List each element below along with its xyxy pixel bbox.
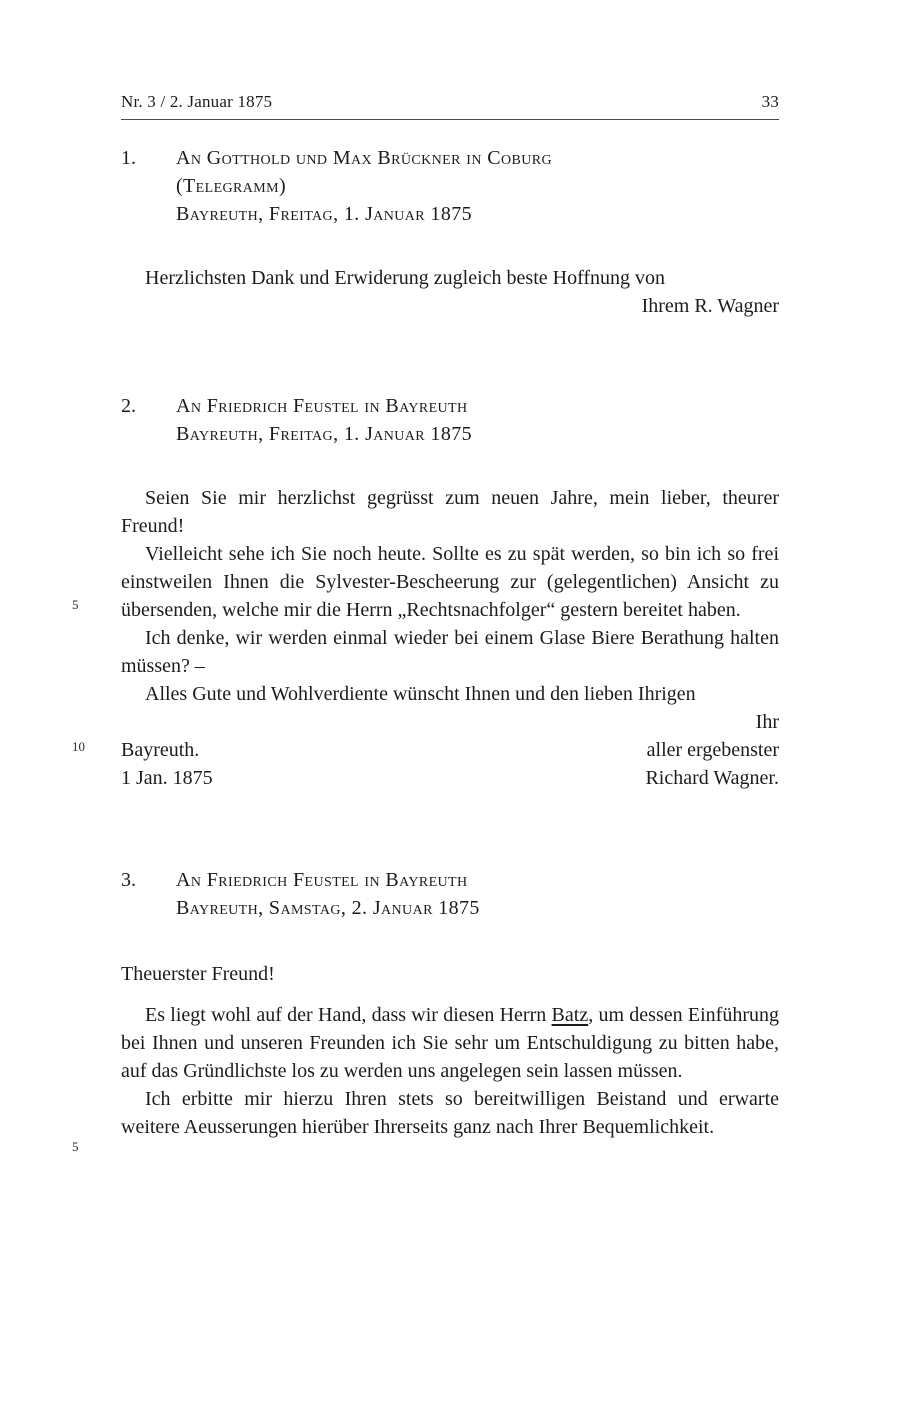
letter-addressee: An Gotthold und Max Brückner in Coburg (176, 147, 552, 169)
letter-body-paragraph: Vielleicht sehe ich Sie noch heute. Sollte es zu spät werden, so bin ich so frei einstweilen Ihnen die Sylvester-Bescheerung zur (gelegentlichen) Ansicht zu übersenden, welche mir die Herrn „Rechtsnachfolger“ gestern bereitet haben. (121, 543, 779, 621)
signature-closing: Ihr (755, 711, 779, 733)
header-rule (121, 119, 779, 120)
signature-place: Bayreuth. (121, 739, 200, 761)
letter-number: 2. (121, 395, 136, 417)
letter-2 (121, 392, 779, 792)
letter-addressee: An Friedrich Feustel in Bayreuth (176, 395, 468, 417)
letter-3 (121, 866, 779, 1141)
paragraph-text-before: Es liegt wohl auf der Hand, dass wir diesen Herrn (145, 1004, 552, 1026)
underlined-name: Batz (551, 1004, 589, 1026)
letter-3-heading (121, 866, 779, 922)
signature-row (121, 708, 779, 736)
running-header-text: Nr. 3 / 2. Januar 1875 (121, 92, 273, 111)
margin-line-number: 10 (72, 739, 85, 754)
letter-body-paragraph: Alles Gute und Wohlverdiente wünscht Ihnen und den lieben Ihrigen (145, 683, 696, 705)
letter-heading-lines (176, 392, 779, 448)
letter-1-heading (121, 144, 779, 228)
paragraph-text-after: , um dessen Einführung bei Ihnen und unseren Freunden ich Sie sehr um Entschuldigung zu bitten habe, auf das Gründlichste los zu werden uns angelegen sein lassen müssen. (121, 1004, 779, 1082)
margin-line-number: 5 (72, 597, 79, 612)
running-header (121, 0, 779, 112)
letter-dateline: Bayreuth, Freitag, 1. Januar 1875 (176, 423, 473, 445)
letter-heading-lines (176, 866, 779, 922)
letter-1 (121, 144, 779, 320)
signature-row (121, 736, 779, 764)
letter-body-paragraph: Herzlichsten Dank und Erwiderung zugleich beste Hoffnung von (145, 267, 666, 289)
signature-closing: aller ergebenster (646, 739, 779, 761)
letter-salutation: Theuerster Freund! (121, 963, 275, 985)
letter-type: (Telegramm) (176, 175, 287, 197)
signature-date: 1 Jan. 1875 (121, 767, 213, 789)
margin-line-number: 5 (72, 1139, 79, 1154)
letter-number: 3. (121, 869, 136, 891)
letter-body-paragraph: Ich erbitte mir hierzu Ihren stets so bereitwilligen Beistand und erwarte weitere Aeusserungen hierüber Ihrerseits ganz nach Ihrer Bequemlichkeit. (121, 1088, 779, 1138)
letter-dateline: Bayreuth, Samstag, 2. Januar 1875 (176, 897, 480, 919)
letter-2-heading (121, 392, 779, 448)
letter-heading-lines (176, 144, 779, 228)
letter-dateline: Bayreuth, Freitag, 1. Januar 1875 (176, 203, 473, 225)
signature-block (121, 708, 779, 792)
letter-body-paragraph: Ich denke, wir werden einmal wieder bei einem Glase Biere Berathung halten müssen? – (121, 627, 779, 677)
page-number: 33 (761, 92, 779, 111)
letter-number: 1. (121, 147, 136, 169)
letter-body-paragraph: Seien Sie mir herzlichst gegrüsst zum neuen Jahre, mein lieber, theurer Freund! (121, 487, 779, 537)
letter-addressee: An Friedrich Feustel in Bayreuth (176, 869, 468, 891)
letter-signature: Ihrem R. Wagner (641, 295, 779, 317)
signature-row (121, 764, 779, 792)
signature-name: Richard Wagner. (645, 767, 779, 789)
letter-body-paragraph (121, 1001, 779, 1085)
